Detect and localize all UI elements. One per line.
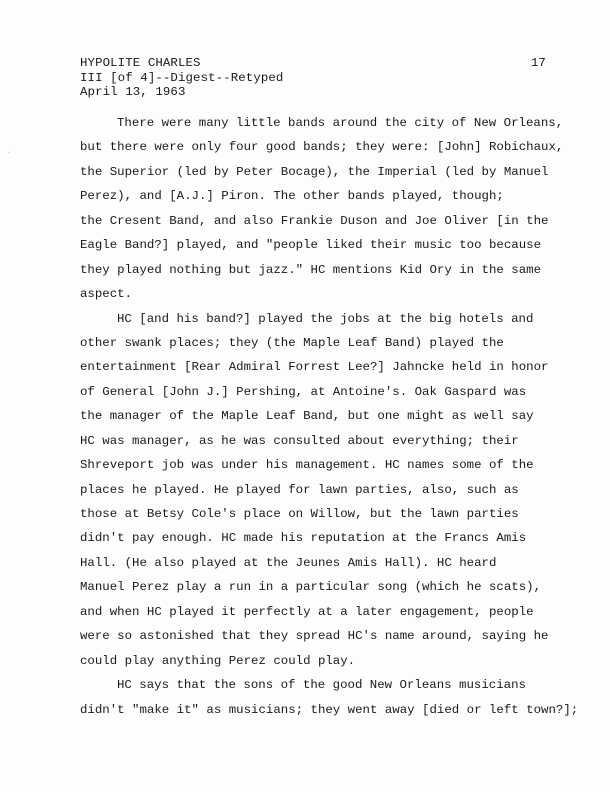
body-line: they played nothing but jazz." HC mentions Kid Ory in the same	[80, 262, 542, 277]
body-line: could play anything Perez could play.	[80, 653, 356, 668]
body-line: Hall. (He also played at the Jeunes Amis Hall). HC heard	[80, 555, 497, 570]
body-line: but there were only four good bands; they were: [John] Robichaux,	[80, 140, 564, 155]
body-line: the Superior (led by Peter Bocage), the Imperial (led by Manuel	[80, 164, 549, 179]
body-text	[80, 116, 579, 727]
body-line: and when HC played it perfectly at a later engagement, people	[80, 604, 534, 619]
body-line: the Cresent Band, and also Frankie Duson and Joe Oliver [in the	[80, 213, 549, 228]
body-line: HC says that the sons of the good New Orleans musicians	[117, 678, 526, 693]
scan-smudge: ·	[6, 148, 12, 158]
body-line: aspect.	[80, 287, 133, 302]
body-line: Perez), and [A.J.] Piron. The other bands played, though;	[80, 189, 504, 204]
body-line: Manuel Perez play a run in a particular song (which he scats),	[80, 580, 542, 595]
body-line: entertainment [Rear Admiral Forrest Lee?] Jahncke held in honor	[80, 360, 549, 375]
body-line: didn't "make it" as musicians; they went away [died or left town?];	[80, 702, 579, 717]
body-line: Eagle Band?] played, and "people liked their music too because	[80, 238, 542, 253]
header-date: April 13, 1963	[80, 85, 186, 99]
body-line: the manager of the Maple Leaf Band, but one might as well say	[80, 409, 534, 424]
page-number: 17	[531, 56, 546, 70]
body-line: There were many little bands around the city of New Orleans,	[117, 116, 564, 130]
header-reel: III [of 4]--Digest--Retyped	[80, 70, 284, 85]
header-name: HYPOLITE CHARLES	[80, 56, 201, 70]
body-line: other swank places; they (the Maple Leaf Band) played the	[80, 335, 504, 350]
body-line: HC was manager, as he was consulted about everything; their	[80, 433, 519, 448]
body-line: Shreveport job was under his management. HC names some of the	[80, 458, 534, 473]
body-line: places he played. He played for lawn parties, also, such as	[80, 482, 519, 497]
body-line: those at Betsy Cole's place on Willow, but the lawn parties	[80, 507, 519, 521]
body-line: didn't pay enough. HC made his reputation at the Francs Amis	[80, 531, 527, 546]
body-line: of General [John J.] Pershing, at Antoine's. Oak Gaspard was	[80, 384, 527, 399]
document-header	[80, 56, 283, 100]
body-line: HC [and his band?] played the jobs at the big hotels and	[117, 311, 534, 326]
body-line: were so astonished that they spread HC's name around, saying he	[80, 629, 549, 644]
